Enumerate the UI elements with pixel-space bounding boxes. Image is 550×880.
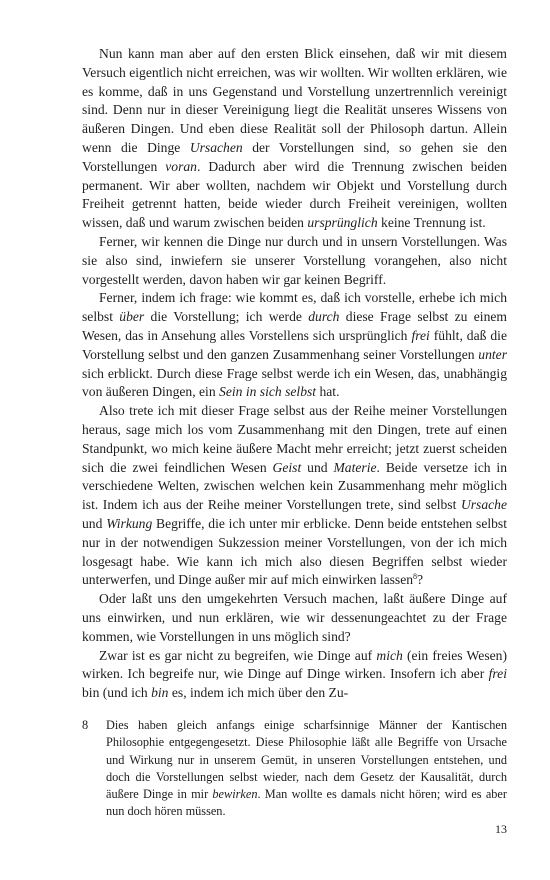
paragraph <box>82 289 507 402</box>
page-number: 13 <box>495 822 507 836</box>
text-run: Ferner, wir kennen die Dinge nur durch und in unsern Vorstellungen. Was sie also sind, inwiefern sie unserer Vorstellung vorangehen, also nicht vorgestellt werden, davon haben wir gar keinen Begriff. <box>82 233 507 287</box>
emphasis-text: frei <box>411 327 430 343</box>
emphasis-text: ursprünglich <box>307 215 378 231</box>
text-run: (ein freies Wesen) wirken. Ich begreife nur, wie Dinge auf Dinge wirken. Insofern ich aber <box>82 647 507 682</box>
paragraph <box>82 45 507 233</box>
text-run: ? <box>417 572 424 588</box>
emphasis-text: frei <box>488 666 507 682</box>
footnote-reference: 8 <box>413 572 418 582</box>
emphasis-text: voran <box>165 158 197 174</box>
body-text <box>82 45 507 703</box>
text-run: es, indem ich mich über den Zu- <box>168 685 349 701</box>
text-run: Dies haben gleich anfangs einige scharfsinnige Männer der Kantischen Philosophie entgegengesetzt. Diese Philosophie läßt alle Begriffe von Ursache und Wirkung nur in unserem Gemüt, in unseren Vorstellungen entstehen, und doch die Vorstellungen selbst wieder, nach dem Gesetz der Kausalität, durch äußere Dinge in mir <box>106 718 507 802</box>
text-run: fühlt, daß die Vorstellung selbst und den ganzen Zusammenhang seiner Vorstellungen <box>82 327 507 362</box>
emphasis-text: Geist <box>272 459 302 475</box>
text-run: bin (und ich <box>82 685 152 701</box>
text-run: . Dadurch aber wird die Trennung zwischen beiden permanent. Wir aber wollten, nachdem wir Objekt und Vorstellung durch Freiheit getrennt hatten, beide wieder durch Freiheit vereinigen, wollten wissen, daß und warum zwischen beiden <box>82 158 507 231</box>
text-run: diese Frage selbst zu einem Wesen, das in Ansehung alles Vorstellens sich ursprünglich <box>82 309 507 343</box>
emphasis-text: Wirkung <box>106 515 153 531</box>
emphasis-text: Sein in sich selbst <box>219 384 317 400</box>
text-run: Nun kann man aber auf den ersten Blick einsehen, daß wir mit diesem Versuch eigentlich nicht erreichen, was wir wollten. Wir wollten erklären, wie es komme, daß in uns Gegenstand und Vorstellung unzertrennlich vereinigt sind. Denn nur in dieser Vereinigung liegt die Realität unseres Wissens von äußeren Dingen. Und eben diese Realität soll der Philosoph dartun. Allein wenn die Dinge <box>82 46 507 155</box>
emphasis-text: unter <box>478 346 507 362</box>
emphasis-text: bewirken <box>212 787 258 802</box>
text-run: die Vorstellung; ich werde <box>144 309 309 325</box>
paragraph <box>82 402 507 590</box>
footnote-number: 8 <box>82 718 89 732</box>
text-run: Also trete ich mit dieser Frage selbst aus der Reihe meiner Vorstellungen heraus, sage mich los vom Zusammenhang mit den Dingen, trete auf einen Standpunkt, wo mich keine äußere Macht mehr erreicht; jetzt zuerst scheiden sich die zwei feindlichen Wesen <box>82 403 507 475</box>
emphasis-text: bin <box>151 685 169 701</box>
emphasis-text: über <box>119 309 145 325</box>
paragraph <box>82 590 507 646</box>
text-run: und <box>82 515 107 531</box>
emphasis-text: mich <box>376 647 403 663</box>
text-run: . Man wollte es damals nicht hören; wird es aber nun doch hören müssen. <box>106 787 507 819</box>
text-run: sich erblickt. Durch diese Frage selbst werde ich ein Wesen, das, unabhängig von äußeren Dingen, ein <box>82 365 507 400</box>
text-run: der Vorstellungen sind, so gehen sie den Vorstellungen <box>82 139 508 174</box>
footnote <box>82 717 507 821</box>
emphasis-text: durch <box>308 309 340 325</box>
text-run: Oder laßt uns den umgekehrten Versuch machen, laßt äußere Dinge auf uns einwirken, und nun erklären, wie wir dessenungeachtet zu der Frage kommen, wie Vorstellungen in uns möglich sind? <box>82 591 507 644</box>
paragraph <box>82 647 507 703</box>
paragraph <box>82 233 507 289</box>
text-run: Zwar ist es gar nicht zu begreifen, wie Dinge auf <box>99 647 377 663</box>
text-run: Ferner, indem ich frage: wie kommt es, daß ich vorstelle, erhebe ich mich selbst <box>82 290 507 325</box>
footnote-text <box>106 717 507 821</box>
text-run: . Beide versetze ich in verschiedene Welten, zwischen welchen kein Zusammenhang mehr möglich ist. Indem ich aus der Reihe meiner Vorstellungen trete, sind selbst <box>82 459 508 513</box>
emphasis-text: Ursache <box>460 497 507 513</box>
text-run: und <box>301 459 334 475</box>
emphasis-text: Materie <box>333 459 377 475</box>
text-run: hat. <box>316 384 340 400</box>
emphasis-text: Ursachen <box>189 139 243 155</box>
text-run: Begriffe, die ich unter mir erblicke. Denn beide entstehen selbst nur in der notwendigen Sukzession meiner Vorstellungen, von der ich mich losgesagt habe. Wie kann ich mich also diesen Begriffen selbst wieder unterwerfen, und Dinge außer mir auf mich einwirken lassen <box>82 515 507 588</box>
text-run: keine Trennung ist. <box>377 215 486 231</box>
